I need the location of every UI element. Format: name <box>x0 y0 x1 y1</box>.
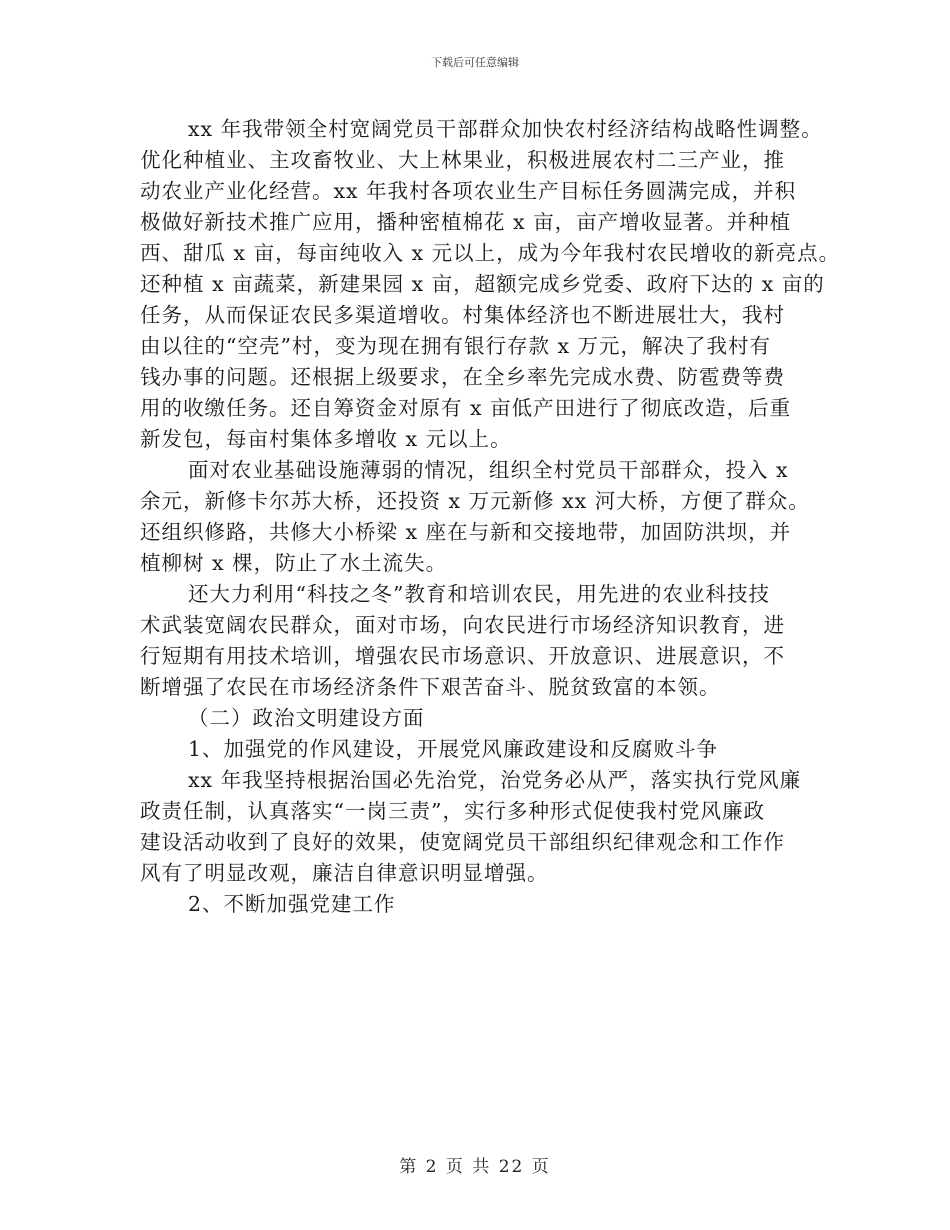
text-line: 面对农业基础设施薄弱的情况，组织全村党员干部群众，投入 x <box>188 458 789 482</box>
text-line: 断增强了农民在市场经济条件下艰苦奋斗、脱贫致富的本领。 <box>140 675 721 699</box>
text-line: 新发包，每亩村集体多增收 x 元以上。 <box>140 427 512 451</box>
text-line: 任务，从而保证农民多渠道增收。村集体经济也不断进展壮大，我村 <box>140 303 785 327</box>
text-line: 用的收缴任务。还自筹资金对原有 x 亩低产田进行了彻底改造，后重 <box>140 396 792 420</box>
text-line: 动农业产业化经营。xx 年我村各项农业生产目标任务圆满完成，并积 <box>140 179 797 203</box>
header-note: 下载后可任意编辑 <box>431 56 519 69</box>
text-line: 余元，新修卡尔苏大桥，还投资 x 万元新修 xx 河大桥，方便了群众。 <box>140 489 810 513</box>
text-line: 优化种植业、主攻畜牧业、大上林果业，积极进展农村二三产业，推 <box>140 148 785 172</box>
text-line: xx 年我坚持根据治国必先治党，治党务必从严，落实执行党风廉 <box>188 768 802 792</box>
text-line: 政责任制，认真落实“一岗三责”，实行多种形式促使我村党风廉政 <box>140 799 765 823</box>
text-line: 植柳树 x 棵，防止了水土流失。 <box>140 551 448 575</box>
text-line: 还大力利用“科技之冬”教育和培训农民，用先进的农业科技技 <box>188 582 770 606</box>
text-line: 极做好新技术推广应用，播种密植棉花 x 亩，亩产增收显著。并种植 <box>140 210 792 234</box>
text-line: 行短期有用技术培训，增强农民市场意识、开放意识、进展意识，不 <box>140 644 785 668</box>
page-number-footer: 第 2 页 共 22 页 <box>399 1157 551 1177</box>
text-line: 术武装宽阔农民群众，面对市场，向农民进行市场经济知识教育，进 <box>140 613 785 637</box>
text-line: 1、加强党的作风建设，开展党风廉政建设和反腐败斗争 <box>188 737 719 761</box>
text-line: 还组织修路，共修大小桥梁 x 座在与新和交接地带，加固防洪坝，并 <box>140 520 792 544</box>
document-body <box>140 114 840 920</box>
text-line: xx 年我带领全村宽阔党员干部群众加快农村经济结构战略性调整。 <box>188 117 823 141</box>
text-line: 还种植 x 亩蔬菜，新建果园 x 亩，超额完成乡党委、政府下达的 x 亩的 <box>140 272 825 296</box>
text-line: 由以往的“空壳”村，变为现在拥有银行存款 x 万元，解决了我村有 <box>140 334 772 358</box>
text-line: 钱办事的问题。还根据上级要求，在全乡率先完成水费、防雹费等费 <box>140 365 785 389</box>
text-line: 建设活动收到了良好的效果，使宽阔党员干部组织纪律观念和工作作 <box>140 830 785 854</box>
text-line: 2、不断加强党建工作 <box>188 892 396 916</box>
text-line: 西、甜瓜 x 亩，每亩纯收入 x 元以上，成为今年我村农民增收的新亮点。 <box>140 241 841 265</box>
text-line: 风有了明显改观，廉洁自律意识明显增强。 <box>140 861 549 885</box>
text-line: （二）政治文明建设方面 <box>188 706 425 730</box>
